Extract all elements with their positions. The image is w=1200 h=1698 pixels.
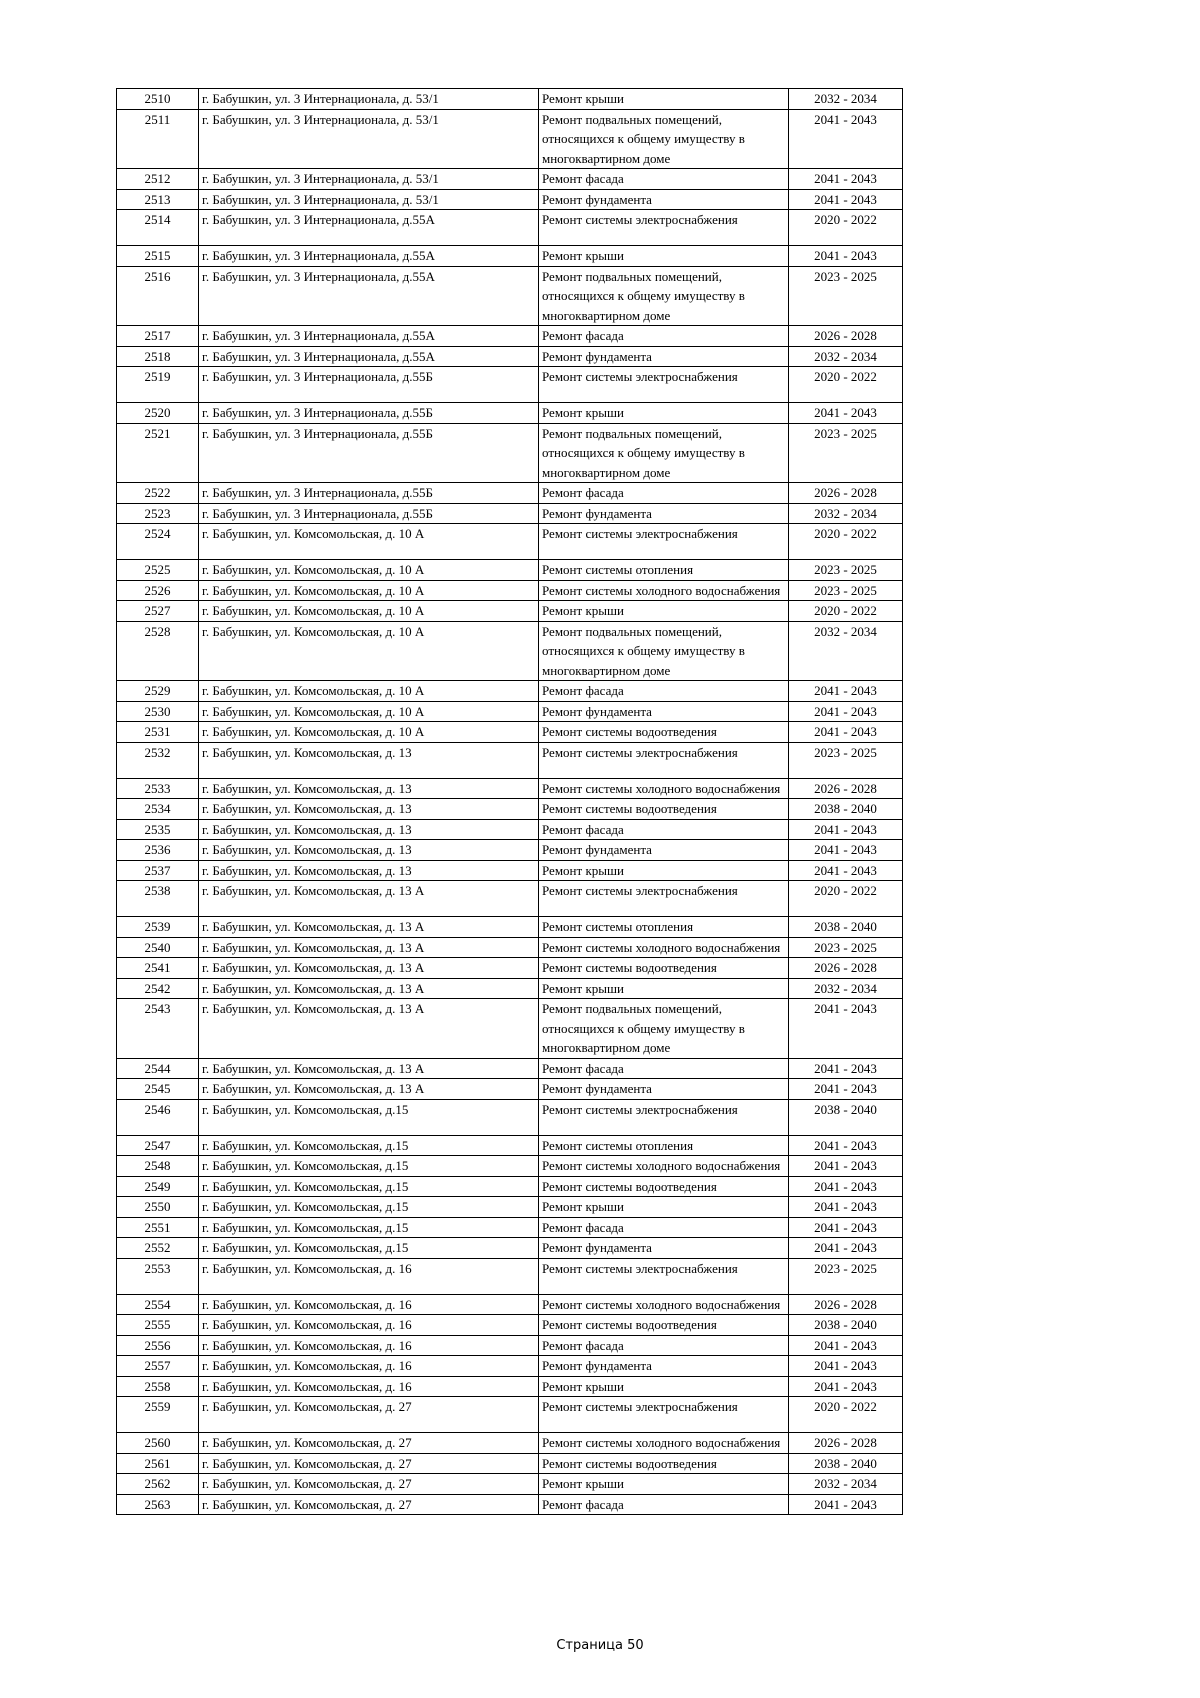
period-cell: 2026 - 2028 xyxy=(789,1433,903,1454)
period-cell: 2023 - 2025 xyxy=(789,423,903,483)
period-cell: 2023 - 2025 xyxy=(789,266,903,326)
work-type-cell: Ремонт фасада xyxy=(539,326,789,347)
address-cell: г. Бабушкин, ул. Комсомольская, д.15 xyxy=(199,1099,539,1135)
row-number-cell: 2514 xyxy=(117,210,199,246)
work-type-cell: Ремонт крыши xyxy=(539,1474,789,1495)
table-row xyxy=(117,840,903,861)
table-row xyxy=(117,1376,903,1397)
work-type-cell: Ремонт фундамента xyxy=(539,346,789,367)
period-cell: 2041 - 2043 xyxy=(789,189,903,210)
address-cell: г. Бабушкин, ул. 3 Интернационала, д.55Б xyxy=(199,423,539,483)
work-type-cell: Ремонт подвальных помещений, относящихся к общему имуществу в многоквартирном доме xyxy=(539,423,789,483)
table-row xyxy=(117,89,903,110)
work-type-cell: Ремонт фундамента xyxy=(539,1079,789,1100)
repair-schedule-table xyxy=(116,88,903,1515)
work-type-cell: Ремонт системы отопления xyxy=(539,560,789,581)
address-cell: г. Бабушкин, ул. Комсомольская, д. 16 xyxy=(199,1294,539,1315)
period-cell: 2041 - 2043 xyxy=(789,722,903,743)
row-number-cell: 2561 xyxy=(117,1453,199,1474)
row-number-cell: 2517 xyxy=(117,326,199,347)
row-number-cell: 2556 xyxy=(117,1335,199,1356)
period-cell: 2026 - 2028 xyxy=(789,1294,903,1315)
table-row xyxy=(117,742,903,778)
work-type-cell: Ремонт системы электроснабжения xyxy=(539,1099,789,1135)
address-cell: г. Бабушкин, ул. Комсомольская, д. 16 xyxy=(199,1376,539,1397)
period-cell: 2041 - 2043 xyxy=(789,1176,903,1197)
address-cell: г. Бабушкин, ул. Комсомольская, д. 10 А xyxy=(199,524,539,560)
table-row xyxy=(117,210,903,246)
table-row xyxy=(117,937,903,958)
address-cell: г. Бабушкин, ул. Комсомольская, д. 13 xyxy=(199,742,539,778)
row-number-cell: 2558 xyxy=(117,1376,199,1397)
table-row xyxy=(117,1258,903,1294)
table-row xyxy=(117,326,903,347)
row-number-cell: 2525 xyxy=(117,560,199,581)
table-row xyxy=(117,1197,903,1218)
row-number-cell: 2562 xyxy=(117,1474,199,1495)
address-cell: г. Бабушкин, ул. 3 Интернационала, д. 53/1 xyxy=(199,189,539,210)
row-number-cell: 2534 xyxy=(117,799,199,820)
table-row xyxy=(117,681,903,702)
work-type-cell: Ремонт системы холодного водоснабжения xyxy=(539,937,789,958)
table-row xyxy=(117,1238,903,1259)
period-cell: 2026 - 2028 xyxy=(789,958,903,979)
row-number-cell: 2545 xyxy=(117,1079,199,1100)
period-cell: 2041 - 2043 xyxy=(789,999,903,1059)
period-cell: 2041 - 2043 xyxy=(789,681,903,702)
address-cell: г. Бабушкин, ул. Комсомольская, д. 16 xyxy=(199,1315,539,1336)
period-cell: 2032 - 2034 xyxy=(789,346,903,367)
period-cell: 2032 - 2034 xyxy=(789,1474,903,1495)
address-cell: г. Бабушкин, ул. Комсомольская, д. 13 А xyxy=(199,1079,539,1100)
work-type-cell: Ремонт системы холодного водоснабжения xyxy=(539,580,789,601)
period-cell: 2041 - 2043 xyxy=(789,169,903,190)
address-cell: г. Бабушкин, ул. Комсомольская, д. 10 А xyxy=(199,701,539,722)
period-cell: 2023 - 2025 xyxy=(789,560,903,581)
address-cell: г. Бабушкин, ул. 3 Интернационала, д. 53/1 xyxy=(199,109,539,169)
work-type-cell: Ремонт фасада xyxy=(539,1217,789,1238)
work-type-cell: Ремонт фасада xyxy=(539,1335,789,1356)
period-cell: 2020 - 2022 xyxy=(789,881,903,917)
address-cell: г. Бабушкин, ул. Комсомольская, д.15 xyxy=(199,1176,539,1197)
work-type-cell: Ремонт фундамента xyxy=(539,701,789,722)
address-cell: г. Бабушкин, ул. Комсомольская, д. 10 А xyxy=(199,722,539,743)
work-type-cell: Ремонт системы холодного водоснабжения xyxy=(539,1433,789,1454)
row-number-cell: 2555 xyxy=(117,1315,199,1336)
address-cell: г. Бабушкин, ул. Комсомольская, д.15 xyxy=(199,1238,539,1259)
row-number-cell: 2512 xyxy=(117,169,199,190)
period-cell: 2041 - 2043 xyxy=(789,1356,903,1377)
row-number-cell: 2542 xyxy=(117,978,199,999)
period-cell: 2026 - 2028 xyxy=(789,326,903,347)
table-row xyxy=(117,999,903,1059)
period-cell: 2041 - 2043 xyxy=(789,1079,903,1100)
table-row xyxy=(117,1397,903,1433)
address-cell: г. Бабушкин, ул. Комсомольская, д. 13 А xyxy=(199,999,539,1059)
work-type-cell: Ремонт системы электроснабжения xyxy=(539,367,789,403)
period-cell: 2032 - 2034 xyxy=(789,978,903,999)
row-number-cell: 2557 xyxy=(117,1356,199,1377)
address-cell: г. Бабушкин, ул. Комсомольская, д. 16 xyxy=(199,1335,539,1356)
work-type-cell: Ремонт системы электроснабжения xyxy=(539,210,789,246)
work-type-cell: Ремонт крыши xyxy=(539,860,789,881)
address-cell: г. Бабушкин, ул. Комсомольская, д. 16 xyxy=(199,1356,539,1377)
address-cell: г. Бабушкин, ул. Комсомольская, д. 27 xyxy=(199,1433,539,1454)
work-type-cell: Ремонт фундамента xyxy=(539,840,789,861)
row-number-cell: 2522 xyxy=(117,483,199,504)
period-cell: 2041 - 2043 xyxy=(789,1058,903,1079)
table-row xyxy=(117,1135,903,1156)
row-number-cell: 2529 xyxy=(117,681,199,702)
work-type-cell: Ремонт крыши xyxy=(539,246,789,267)
address-cell: г. Бабушкин, ул. Комсомольская, д.15 xyxy=(199,1197,539,1218)
table-row xyxy=(117,1156,903,1177)
row-number-cell: 2552 xyxy=(117,1238,199,1259)
address-cell: г. Бабушкин, ул. Комсомольская, д. 10 А xyxy=(199,621,539,681)
row-number-cell: 2563 xyxy=(117,1494,199,1515)
table-row xyxy=(117,367,903,403)
page-number: Страница 50 xyxy=(556,1638,644,1653)
period-cell: 2041 - 2043 xyxy=(789,1238,903,1259)
period-cell: 2041 - 2043 xyxy=(789,1135,903,1156)
period-cell: 2020 - 2022 xyxy=(789,367,903,403)
row-number-cell: 2550 xyxy=(117,1197,199,1218)
work-type-cell: Ремонт крыши xyxy=(539,601,789,622)
table-row xyxy=(117,1217,903,1238)
period-cell: 2041 - 2043 xyxy=(789,246,903,267)
row-number-cell: 2551 xyxy=(117,1217,199,1238)
period-cell: 2038 - 2040 xyxy=(789,1099,903,1135)
row-number-cell: 2559 xyxy=(117,1397,199,1433)
work-type-cell: Ремонт крыши xyxy=(539,403,789,424)
table-row xyxy=(117,1079,903,1100)
row-number-cell: 2518 xyxy=(117,346,199,367)
row-number-cell: 2531 xyxy=(117,722,199,743)
row-number-cell: 2548 xyxy=(117,1156,199,1177)
work-type-cell: Ремонт фундамента xyxy=(539,1356,789,1377)
work-type-cell: Ремонт фасада xyxy=(539,483,789,504)
table-row xyxy=(117,266,903,326)
row-number-cell: 2533 xyxy=(117,778,199,799)
address-cell: г. Бабушкин, ул. Комсомольская, д. 13 А xyxy=(199,881,539,917)
work-type-cell: Ремонт системы электроснабжения xyxy=(539,742,789,778)
address-cell: г. Бабушкин, ул. Комсомольская, д. 10 А xyxy=(199,681,539,702)
work-type-cell: Ремонт системы электроснабжения xyxy=(539,881,789,917)
row-number-cell: 2510 xyxy=(117,89,199,110)
address-cell: г. Бабушкин, ул. Комсомольская, д. 10 А xyxy=(199,580,539,601)
table-row xyxy=(117,189,903,210)
row-number-cell: 2519 xyxy=(117,367,199,403)
row-number-cell: 2515 xyxy=(117,246,199,267)
work-type-cell: Ремонт системы электроснабжения xyxy=(539,1258,789,1294)
row-number-cell: 2535 xyxy=(117,819,199,840)
period-cell: 2041 - 2043 xyxy=(789,840,903,861)
row-number-cell: 2547 xyxy=(117,1135,199,1156)
table-row xyxy=(117,819,903,840)
work-type-cell: Ремонт системы холодного водоснабжения xyxy=(539,1294,789,1315)
period-cell: 2038 - 2040 xyxy=(789,1453,903,1474)
address-cell: г. Бабушкин, ул. Комсомольская, д.15 xyxy=(199,1135,539,1156)
address-cell: г. Бабушкин, ул. 3 Интернационала, д.55А xyxy=(199,266,539,326)
period-cell: 2020 - 2022 xyxy=(789,1397,903,1433)
address-cell: г. Бабушкин, ул. Комсомольская, д. 13 А xyxy=(199,917,539,938)
work-type-cell: Ремонт системы водоотведения xyxy=(539,1453,789,1474)
address-cell: г. Бабушкин, ул. Комсомольская, д. 13 xyxy=(199,860,539,881)
work-type-cell: Ремонт подвальных помещений, относящихся к общему имуществу в многоквартирном доме xyxy=(539,109,789,169)
row-number-cell: 2543 xyxy=(117,999,199,1059)
address-cell: г. Бабушкин, ул. Комсомольская, д. 10 А xyxy=(199,601,539,622)
table-row xyxy=(117,1494,903,1515)
table-row xyxy=(117,169,903,190)
table-row xyxy=(117,1433,903,1454)
row-number-cell: 2549 xyxy=(117,1176,199,1197)
address-cell: г. Бабушкин, ул. 3 Интернационала, д.55А xyxy=(199,246,539,267)
work-type-cell: Ремонт фасада xyxy=(539,1058,789,1079)
table-row xyxy=(117,109,903,169)
work-type-cell: Ремонт системы электроснабжения xyxy=(539,524,789,560)
address-cell: г. Бабушкин, ул. 3 Интернационала, д. 53/1 xyxy=(199,89,539,110)
row-number-cell: 2540 xyxy=(117,937,199,958)
work-type-cell: Ремонт подвальных помещений, относящихся к общему имуществу в многоквартирном доме xyxy=(539,999,789,1059)
address-cell: г. Бабушкин, ул. Комсомольская, д. 27 xyxy=(199,1397,539,1433)
row-number-cell: 2537 xyxy=(117,860,199,881)
period-cell: 2026 - 2028 xyxy=(789,483,903,504)
row-number-cell: 2541 xyxy=(117,958,199,979)
table-row xyxy=(117,423,903,483)
table-row xyxy=(117,778,903,799)
period-cell: 2041 - 2043 xyxy=(789,1217,903,1238)
table-row xyxy=(117,1294,903,1315)
row-number-cell: 2546 xyxy=(117,1099,199,1135)
work-type-cell: Ремонт системы водоотведения xyxy=(539,799,789,820)
row-number-cell: 2527 xyxy=(117,601,199,622)
address-cell: г. Бабушкин, ул. Комсомольская, д.15 xyxy=(199,1217,539,1238)
work-type-cell: Ремонт подвальных помещений, относящихся к общему имуществу в многоквартирном доме xyxy=(539,266,789,326)
address-cell: г. Бабушкин, ул. Комсомольская, д. 13 xyxy=(199,840,539,861)
period-cell: 2020 - 2022 xyxy=(789,210,903,246)
table-row xyxy=(117,1356,903,1377)
period-cell: 2041 - 2043 xyxy=(789,1197,903,1218)
work-type-cell: Ремонт системы отопления xyxy=(539,1135,789,1156)
work-type-cell: Ремонт системы водоотведения xyxy=(539,1176,789,1197)
table-row xyxy=(117,621,903,681)
address-cell: г. Бабушкин, ул. 3 Интернационала, д.55Б xyxy=(199,483,539,504)
address-cell: г. Бабушкин, ул. Комсомольская, д. 13 А xyxy=(199,978,539,999)
address-cell: г. Бабушкин, ул. Комсомольская, д. 13 А xyxy=(199,1058,539,1079)
table-row xyxy=(117,1335,903,1356)
work-type-cell: Ремонт системы электроснабжения xyxy=(539,1397,789,1433)
table-row xyxy=(117,524,903,560)
row-number-cell: 2532 xyxy=(117,742,199,778)
address-cell: г. Бабушкин, ул. 3 Интернационала, д.55А xyxy=(199,326,539,347)
work-type-cell: Ремонт системы холодного водоснабжения xyxy=(539,1156,789,1177)
period-cell: 2038 - 2040 xyxy=(789,917,903,938)
period-cell: 2041 - 2043 xyxy=(789,1335,903,1356)
row-number-cell: 2523 xyxy=(117,503,199,524)
work-type-cell: Ремонт фасада xyxy=(539,819,789,840)
period-cell: 2041 - 2043 xyxy=(789,403,903,424)
work-type-cell: Ремонт системы водоотведения xyxy=(539,1315,789,1336)
work-type-cell: Ремонт системы водоотведения xyxy=(539,722,789,743)
row-number-cell: 2539 xyxy=(117,917,199,938)
period-cell: 2032 - 2034 xyxy=(789,621,903,681)
row-number-cell: 2553 xyxy=(117,1258,199,1294)
period-cell: 2041 - 2043 xyxy=(789,701,903,722)
table-row xyxy=(117,1058,903,1079)
table-row xyxy=(117,1315,903,1336)
address-cell: г. Бабушкин, ул. 3 Интернационала, д. 53/1 xyxy=(199,169,539,190)
row-number-cell: 2538 xyxy=(117,881,199,917)
work-type-cell: Ремонт подвальных помещений, относящихся к общему имуществу в многоквартирном доме xyxy=(539,621,789,681)
row-number-cell: 2544 xyxy=(117,1058,199,1079)
row-number-cell: 2554 xyxy=(117,1294,199,1315)
address-cell: г. Бабушкин, ул. 3 Интернационала, д.55А xyxy=(199,346,539,367)
address-cell: г. Бабушкин, ул. Комсомольская, д. 27 xyxy=(199,1474,539,1495)
work-type-cell: Ремонт крыши xyxy=(539,1376,789,1397)
address-cell: г. Бабушкин, ул. Комсомольская, д.15 xyxy=(199,1156,539,1177)
table-row xyxy=(117,580,903,601)
row-number-cell: 2530 xyxy=(117,701,199,722)
work-type-cell: Ремонт фасада xyxy=(539,681,789,702)
table-row xyxy=(117,1474,903,1495)
row-number-cell: 2511 xyxy=(117,109,199,169)
table-row xyxy=(117,1453,903,1474)
table-row xyxy=(117,1099,903,1135)
work-type-cell: Ремонт фундамента xyxy=(539,503,789,524)
work-type-cell: Ремонт системы отопления xyxy=(539,917,789,938)
row-number-cell: 2560 xyxy=(117,1433,199,1454)
row-number-cell: 2536 xyxy=(117,840,199,861)
work-type-cell: Ремонт системы водоотведения xyxy=(539,958,789,979)
table-row xyxy=(117,860,903,881)
row-number-cell: 2516 xyxy=(117,266,199,326)
work-type-cell: Ремонт фасада xyxy=(539,1494,789,1515)
address-cell: г. Бабушкин, ул. 3 Интернационала, д.55Б xyxy=(199,403,539,424)
address-cell: г. Бабушкин, ул. Комсомольская, д. 13 А xyxy=(199,937,539,958)
table-row xyxy=(117,503,903,524)
table-row xyxy=(117,601,903,622)
work-type-cell: Ремонт фундамента xyxy=(539,189,789,210)
table-row xyxy=(117,978,903,999)
table-row xyxy=(117,1176,903,1197)
row-number-cell: 2526 xyxy=(117,580,199,601)
row-number-cell: 2520 xyxy=(117,403,199,424)
address-cell: г. Бабушкин, ул. Комсомольская, д. 13 А xyxy=(199,958,539,979)
period-cell: 2041 - 2043 xyxy=(789,1494,903,1515)
address-cell: г. Бабушкин, ул. 3 Интернационала, д.55Б xyxy=(199,367,539,403)
work-type-cell: Ремонт крыши xyxy=(539,1197,789,1218)
work-type-cell: Ремонт фундамента xyxy=(539,1238,789,1259)
period-cell: 2038 - 2040 xyxy=(789,1315,903,1336)
period-cell: 2023 - 2025 xyxy=(789,580,903,601)
work-type-cell: Ремонт крыши xyxy=(539,89,789,110)
address-cell: г. Бабушкин, ул. Комсомольская, д. 10 А xyxy=(199,560,539,581)
work-type-cell: Ремонт системы холодного водоснабжения xyxy=(539,778,789,799)
work-type-cell: Ремонт фасада xyxy=(539,169,789,190)
address-cell: г. Бабушкин, ул. Комсомольская, д. 27 xyxy=(199,1453,539,1474)
table-row xyxy=(117,799,903,820)
period-cell: 2032 - 2034 xyxy=(789,503,903,524)
table-row xyxy=(117,403,903,424)
table-row xyxy=(117,246,903,267)
table-row xyxy=(117,483,903,504)
address-cell: г. Бабушкин, ул. Комсомольская, д. 27 xyxy=(199,1494,539,1515)
period-cell: 2032 - 2034 xyxy=(789,89,903,110)
period-cell: 2020 - 2022 xyxy=(789,601,903,622)
address-cell: г. Бабушкин, ул. Комсомольская, д. 16 xyxy=(199,1258,539,1294)
work-type-cell: Ремонт крыши xyxy=(539,978,789,999)
row-number-cell: 2513 xyxy=(117,189,199,210)
table-row xyxy=(117,701,903,722)
row-number-cell: 2528 xyxy=(117,621,199,681)
period-cell: 2023 - 2025 xyxy=(789,937,903,958)
table-row xyxy=(117,917,903,938)
row-number-cell: 2524 xyxy=(117,524,199,560)
address-cell: г. Бабушкин, ул. Комсомольская, д. 13 xyxy=(199,819,539,840)
period-cell: 2041 - 2043 xyxy=(789,860,903,881)
table-row xyxy=(117,560,903,581)
period-cell: 2038 - 2040 xyxy=(789,799,903,820)
row-number-cell: 2521 xyxy=(117,423,199,483)
address-cell: г. Бабушкин, ул. 3 Интернационала, д.55Б xyxy=(199,503,539,524)
address-cell: г. Бабушкин, ул. Комсомольская, д. 13 xyxy=(199,778,539,799)
period-cell: 2023 - 2025 xyxy=(789,742,903,778)
period-cell: 2041 - 2043 xyxy=(789,109,903,169)
period-cell: 2041 - 2043 xyxy=(789,1156,903,1177)
address-cell: г. Бабушкин, ул. 3 Интернационала, д.55А xyxy=(199,210,539,246)
address-cell: г. Бабушкин, ул. Комсомольская, д. 13 xyxy=(199,799,539,820)
table-row xyxy=(117,958,903,979)
table-row xyxy=(117,346,903,367)
table-body xyxy=(117,89,903,1515)
period-cell: 2023 - 2025 xyxy=(789,1258,903,1294)
period-cell: 2026 - 2028 xyxy=(789,778,903,799)
period-cell: 2041 - 2043 xyxy=(789,819,903,840)
table-row xyxy=(117,722,903,743)
period-cell: 2020 - 2022 xyxy=(789,524,903,560)
table-row xyxy=(117,881,903,917)
period-cell: 2041 - 2043 xyxy=(789,1376,903,1397)
